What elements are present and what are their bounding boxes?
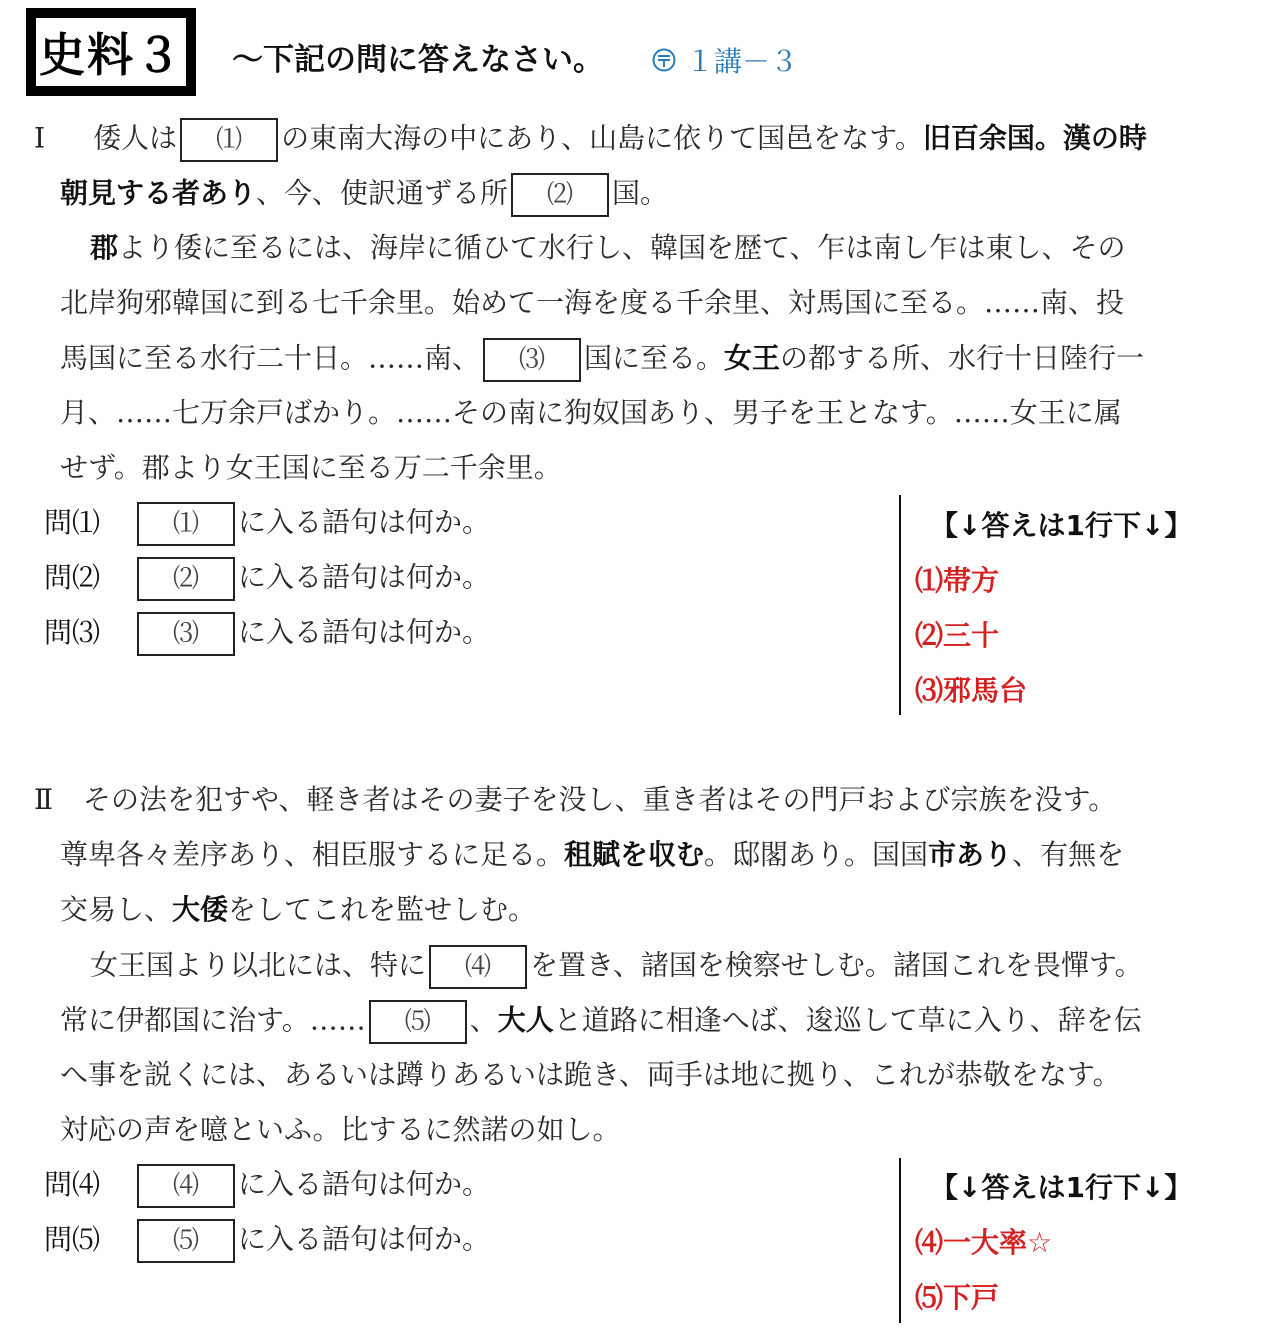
passage-text: の都する所、水行十日陸行一 [780,341,1145,375]
blank-4: ⑷ [429,945,527,989]
blank-5: ⑸ [369,1000,467,1044]
section2-line-6: へ事を説くには、あるいは蹲りあるいは跪き、両手は地に拠り、これが恭敬をなす。 [60,1058,1121,1091]
answer-5: ⑸下戸 [915,1281,1000,1314]
section2-line-2 [60,835,1124,875]
emphasis-text: 郡 [90,231,119,264]
answer-divider [899,495,901,715]
emphasis-text: 大人 [497,1003,554,1037]
title-frame [26,8,196,96]
question-blank: ⑴ [137,502,235,546]
passage-text: と道路に相逢へば、逡巡して草に入り、辞を伝 [553,1003,1142,1037]
section1-line-4: 北岸狗邪韓国に到る七千余里。始めて一海を度る千余里、対馬国に至る。……南、投 [60,286,1125,319]
section1-line-3 [90,228,1125,268]
answer-4: ⑷一大率☆ [915,1226,1053,1259]
answer-1: ⑴帯方 [915,564,1000,597]
passage-text: 、有無を [1012,838,1125,871]
section1-line-5 [60,338,1144,378]
question-text: に入る語句は何か。 [238,1167,491,1201]
passage-text: 交易し、 [60,893,173,926]
section2-line-7: 対応の声を噫といふ。比するに然諾の如し。 [60,1113,621,1146]
question-text: に入る語句は何か。 [238,560,491,594]
passage-text: 女王国より以北には、特に [90,948,427,982]
answer-3: ⑶邪馬台 [915,674,1028,707]
answer-2: ⑵三十 [915,619,1000,652]
emphasis-text: 租賦を収む [564,838,705,871]
section1-line-2 [60,173,668,213]
passage-text: その法を犯すや、軽き者はその妻子を没し、重き者はその門戸および宗族を没す。 [83,783,1117,816]
emphasis-text: 女王 [724,341,781,375]
question-label: 問⑴ [44,505,101,539]
question-text: に入る語句は何か。 [238,615,491,649]
passage-text: より倭に至るには、海岸に循ひて水行し、韓国を歴て、乍は南し乍は東し、その [118,231,1126,264]
question-3 [44,612,490,652]
answer-header: 【↓答えは1行下↓】 [930,1171,1193,1204]
passage-text: 、 [469,1003,498,1037]
question-label: 問⑶ [44,615,101,649]
question-text: に入る語句は何か。 [238,1222,491,1256]
section2-line-4 [90,945,1143,985]
blank-2: ⑵ [511,173,609,217]
lecture-reference [652,40,798,80]
section2-line-5 [60,1000,1142,1040]
section2-line-1 [34,780,1116,820]
passage-text: をしてこれを監せしむ。 [228,893,537,926]
passage-text: 馬国に至る水行二十日。……南、 [60,341,481,375]
passage-text: 常に伊都国に治す。…… [60,1003,366,1037]
page-title: 史料３ [34,16,188,88]
blank-3: ⑶ [483,338,581,382]
passage-text: 尊卑各々差序あり、相臣服するに足る。 [60,838,565,871]
answer-header: 【↓答えは1行下↓】 [930,509,1193,542]
emphasis-text: 朝見する者あり [60,176,257,210]
question-blank: ⑵ [137,557,235,601]
section2-line-3 [60,890,536,930]
reference-label: １講－３ [686,45,799,78]
question-blank: ⑶ [137,612,235,656]
passage-text: を置き、諸国を検察せしむ。諸国これを畏憚す。 [530,948,1143,982]
passage-text: の東南大海の中にあり、山島に依りて国邑をなす。 [281,121,923,155]
section1-line-6: 月、……七万余戸ばかり。……その南に狗奴国あり、男子を王となす。……女王に属 [60,396,1122,429]
passage-text: 、今、使訳通ずる所 [256,176,509,210]
passage-text: 国。 [612,176,669,210]
passage-text: 。邸閣あり。国国 [704,838,929,871]
section2-numeral: Ⅱ [34,783,54,816]
emphasis-text: 大倭 [172,893,229,926]
section1-numeral: Ⅰ [34,121,46,155]
question-label: 問⑵ [44,560,101,594]
question-2 [44,557,490,597]
emphasis-text: 市あり [928,838,1013,871]
question-text: に入る語句は何か。 [238,505,491,539]
question-label: 問⑸ [44,1222,101,1256]
question-5 [44,1219,490,1259]
passage-text: 倭人は [93,121,178,155]
question-blank: ⑸ [137,1219,235,1263]
emphasis-text: 旧百余国。漢の時 [922,121,1147,155]
question-4 [44,1164,490,1204]
instruction-text: ～下記の問に答えなさい。 [232,42,604,78]
question-blank: ⑷ [137,1164,235,1208]
passage-text: 国に至る。 [584,341,725,375]
question-1 [44,502,490,542]
postal-mark-icon [652,48,676,72]
blank-1: ⑴ [180,118,278,162]
section1-line-7: せず。郡より女王国に至る万二千余里。 [60,451,562,484]
section1-line-1 [34,118,1147,158]
answer-divider [899,1158,901,1323]
question-label: 問⑷ [44,1167,101,1201]
